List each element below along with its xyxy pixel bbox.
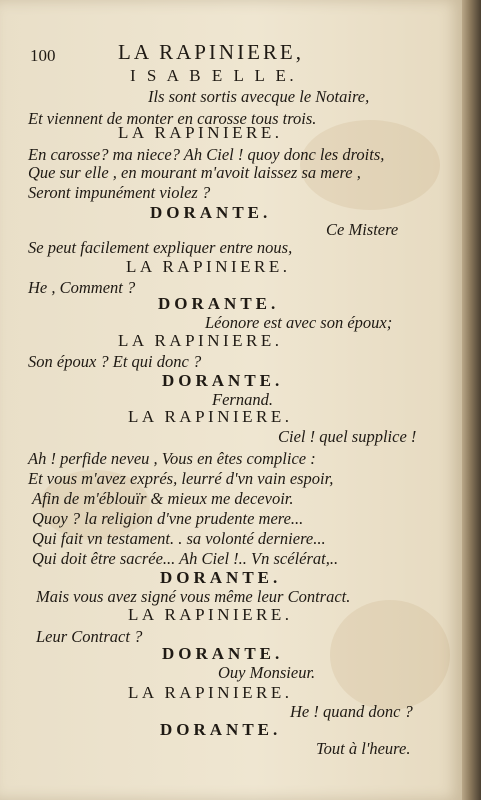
speaker-heading: LA RAPINIERE.: [128, 683, 293, 702]
verse-line: Seront impunément violez ?: [28, 183, 211, 202]
speaker-heading: DORANTE.: [162, 644, 284, 663]
speaker-heading: LA RAPINIERE.: [126, 257, 291, 276]
verse-line: Léonore est avec son époux;: [205, 313, 393, 332]
speaker-heading: DORANTE.: [160, 568, 282, 587]
verse-line: Son époux ? Et qui donc ?: [28, 352, 202, 371]
verse-line: Et vous m'avez exprés, leurré d'vn vain espoir,: [28, 469, 334, 488]
verse-line: Quoy ? la religion d'vne prudente mere...: [32, 509, 304, 528]
verse-line: Se peut facilement expliquer entre nous,: [28, 238, 293, 257]
speaker-heading: I S A B E L L E.: [130, 66, 298, 85]
verse-line: Ah ! perfide neveu , Vous en êtes complice :: [28, 449, 316, 468]
verse-line: Ciel ! quel supplice !: [278, 427, 417, 446]
speaker-heading: LA RAPINIERE.: [118, 123, 283, 142]
verse-line: Tout à l'heure.: [316, 739, 411, 758]
running-title: LA RAPINIERE,: [118, 40, 304, 64]
verse-line: Afin de m'éblouïr & mieux me decevoir.: [32, 489, 294, 508]
verse-line: Ils sont sortis avecque le Notaire,: [148, 87, 370, 106]
foxing-stain: [330, 600, 450, 710]
page-number: 100: [30, 46, 56, 65]
verse-line: Qui fait vn testament. . sa volonté derniere...: [32, 529, 326, 548]
speaker-heading: DORANTE.: [162, 371, 284, 390]
verse-line: Que sur elle , en mourant m'avoit laissez sa mere ,: [28, 163, 361, 182]
verse-line: Et viennent de monter en carosse tous trois.: [28, 109, 317, 128]
speaker-heading: LA RAPINIERE.: [118, 331, 283, 350]
verse-line: Mais vous avez signé vous même leur Contract.: [36, 587, 351, 606]
verse-line: Ouy Monsieur.: [218, 663, 316, 682]
book-binding-edge: [462, 0, 481, 800]
speaker-heading: DORANTE.: [150, 203, 272, 222]
speaker-heading: LA RAPINIERE.: [128, 407, 293, 426]
verse-line: En carosse? ma niece? Ah Ciel ! quoy donc les droits,: [28, 145, 385, 164]
verse-line: He , Comment ?: [28, 278, 136, 297]
verse-line: Leur Contract ?: [36, 627, 143, 646]
verse-line: Qui doit être sacrée... Ah Ciel !.. Vn scélérat,..: [32, 549, 339, 568]
speaker-heading: DORANTE.: [160, 720, 282, 739]
speaker-heading: LA RAPINIERE.: [128, 605, 293, 624]
verse-line: Fernand.: [212, 390, 273, 409]
speaker-heading: DORANTE.: [158, 294, 280, 313]
verse-line: Ce Mistere: [326, 220, 399, 239]
verse-line: He ! quand donc ?: [290, 702, 413, 721]
